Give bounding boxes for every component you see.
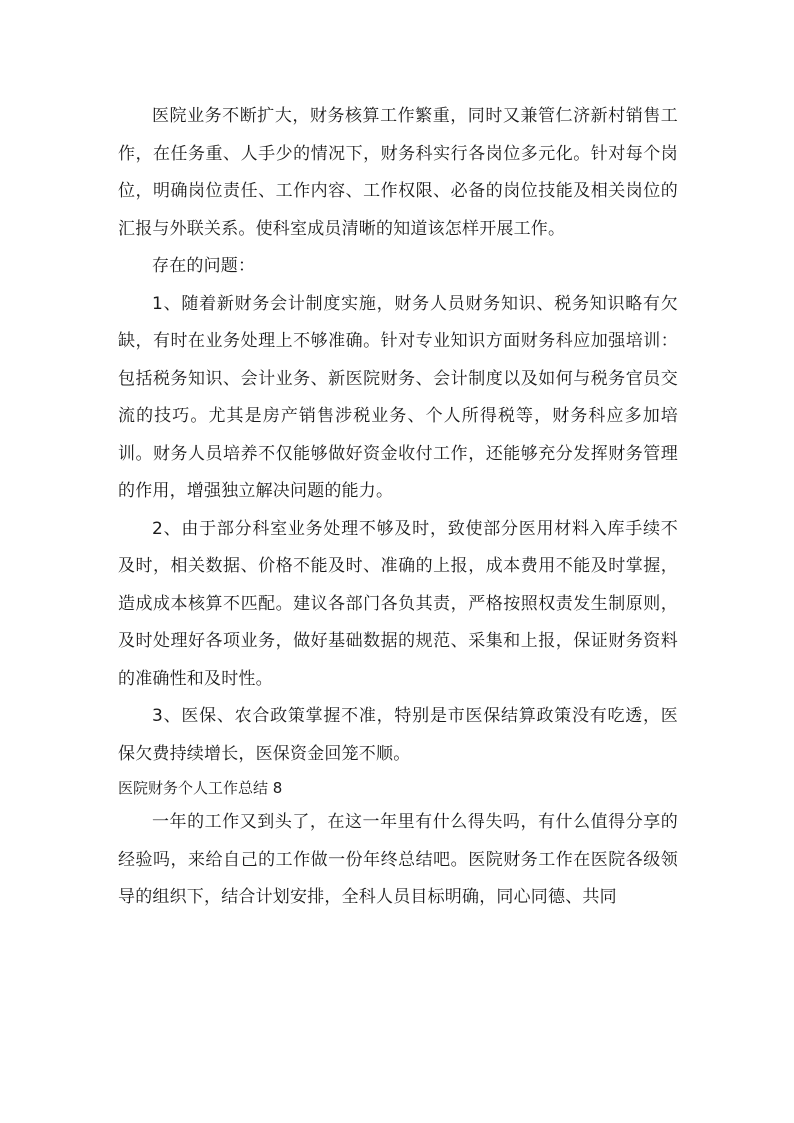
body-paragraph: 医院业务不断扩大，财务核算工作繁重，同时又兼管仁济新村销售工作，在任务重、人手少的情况下，财务科实行各岗位多元化。针对每个岗位，明确岗位责任、工作内容、工作权限、必备的岗位技能及相关岗位的汇报与外联关系。使科室成员清晰的知道该怎样开展工作。 [118, 106, 678, 239]
body-paragraph: 存在的问题： [152, 256, 256, 276]
section-heading: 医院财务个人工作总结 8 [118, 779, 283, 797]
body-paragraph: 3、医保、农合政策掌握不准，特别是市医保结算政策没有吃透，医保欠费持续增长，医保资金回笼不顺。 [118, 706, 678, 764]
body-paragraph: 1、随着新财务会计制度实施，财务人员财务知识、税务知识略有欠缺，有时在业务处理上不够准确。针对专业知识方面财务科应加强培训：包括税务知识、会计业务、新医院财务、会计制度以及如何与税务官员交流的技巧。尤其是房产销售涉税业务、个人所得税等，财务科应多加培训。财务人员培养不仅能够做好资金收付工作，还能够充分发挥财务管理的作用，增强独立解决问题的能力。 [118, 293, 678, 501]
document-body [118, 98, 678, 917]
body-paragraph: 一年的工作又到头了，在这一年里有什么得失吗，有什么值得分享的经验吗，来给自己的工作做一份年终总结吧。医院财务工作在医院各级领导的组织下，结合计划安排，全科人员目标明确，同心同德、共同 [118, 812, 678, 907]
body-paragraph: 2、由于部分科室业务处理不够及时，致使部分医用材料入库手续不及时，相关数据、价格不能及时、准确的上报，成本费用不能及时掌握，造成成本核算不匹配。建议各部门各负其责，严格按照权责发生制原则，及时处理好各项业务，做好基础数据的规范、采集和上报，保证财务资料的准确性和及时性。 [118, 518, 678, 689]
